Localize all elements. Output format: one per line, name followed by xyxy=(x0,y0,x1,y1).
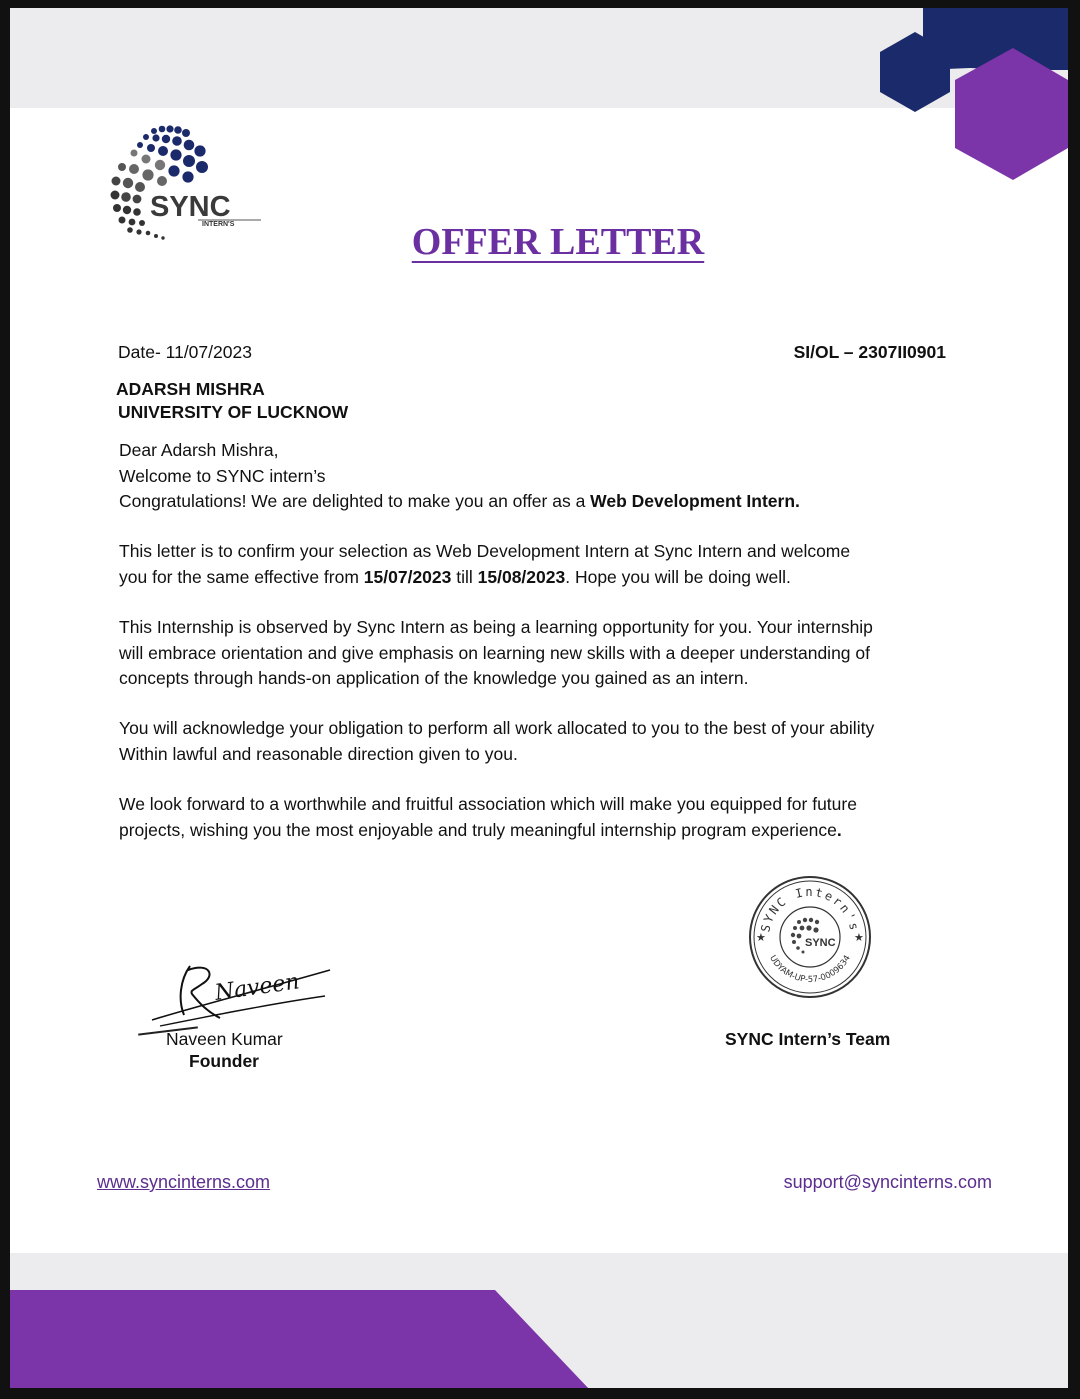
congrats-role: Web Development Intern. xyxy=(590,491,800,511)
p2-line-1: This Internship is observed by Sync Intern as being a learning opportunity for you. Your internship xyxy=(119,617,873,637)
congrats-text: Congratulations! We are delighted to make you an offer as a xyxy=(119,491,591,511)
team-name: SYNC Intern’s Team xyxy=(725,1029,891,1049)
recipient-org: UNIVERSITY OF LUCKNOW xyxy=(118,402,349,422)
p3-line-2: Within lawful and reasonable direction given to you. xyxy=(119,743,518,764)
support-email[interactable]: support@syncinterns.com xyxy=(783,1172,992,1192)
svg-text:UDYAM-UP-57-0009634 xyxy=(767,954,853,985)
paragraph-4 xyxy=(119,792,857,843)
founder-title: Founder xyxy=(189,1051,259,1071)
p2-line-2: will embrace orientation and give emphasis on learning new skills with a deeper understanding of xyxy=(119,642,870,663)
letter-intro xyxy=(119,438,800,515)
stamp-star-right: ★ xyxy=(854,932,864,944)
logo-brand-text: SYNC xyxy=(150,191,231,223)
paragraph-1 xyxy=(119,539,850,590)
logo-sub-text: INTERN'S xyxy=(202,221,235,228)
letter-date: Date- 11/07/2023 xyxy=(118,342,252,362)
welcome-line: Welcome to SYNC intern’s xyxy=(119,465,326,486)
p3-line-1: You will acknowledge your obligation to perform all work allocated to you to the best of your ability xyxy=(119,718,875,738)
p2-line-3: concepts through hands-on application of the knowledge you gained as an intern. xyxy=(119,668,749,688)
recipient-name: ADARSH MISHRA xyxy=(116,379,265,399)
p1-post: . Hope you will be doing well. xyxy=(565,566,791,587)
stamp-bottom-text: UDYAM-UP-57-0009634 xyxy=(767,953,853,986)
stamp-star-left: ★ xyxy=(756,932,766,944)
founder-name: Naveen Kumar xyxy=(166,1029,283,1049)
p4-line-1: We look forward to a worthwhile and fruitful association which will make you equipped for future xyxy=(119,794,857,814)
p1-till: till xyxy=(451,566,478,587)
start-date: 15/07/2023 xyxy=(363,566,452,587)
end-date: 15/08/2023 xyxy=(477,566,566,587)
bottom-purple-bar xyxy=(10,1290,610,1388)
paragraph-3 xyxy=(119,716,874,767)
p4-dot: . xyxy=(836,819,842,840)
stamp-center-text: SYNC xyxy=(805,937,836,949)
company-stamp xyxy=(747,874,873,1000)
stamp-top-text: SYNC Intern's xyxy=(758,885,862,934)
congrats-line xyxy=(119,489,800,515)
salutation: Dear Adarsh Mishra, xyxy=(119,440,279,460)
p4-line-2 xyxy=(119,818,857,844)
signature-text: Naveen xyxy=(213,969,302,1006)
reference-number: SI/OL – 2307II0901 xyxy=(793,342,946,362)
offer-letter-page xyxy=(10,8,1068,1388)
p4-text: projects, wishing you the most enjoyable and truly meaningful internship program experience xyxy=(119,819,837,840)
p1-line-2 xyxy=(119,565,850,591)
page-title: OFFER LETTER xyxy=(411,221,705,263)
website-link[interactable]: www.syncinterns.com xyxy=(97,1172,271,1192)
paragraph-2 xyxy=(119,615,873,692)
p1-text: you for the same effective from xyxy=(119,566,364,587)
p1-line-1: This letter is to confirm your selection as Web Development Intern at Sync Intern and welcome xyxy=(119,541,851,561)
